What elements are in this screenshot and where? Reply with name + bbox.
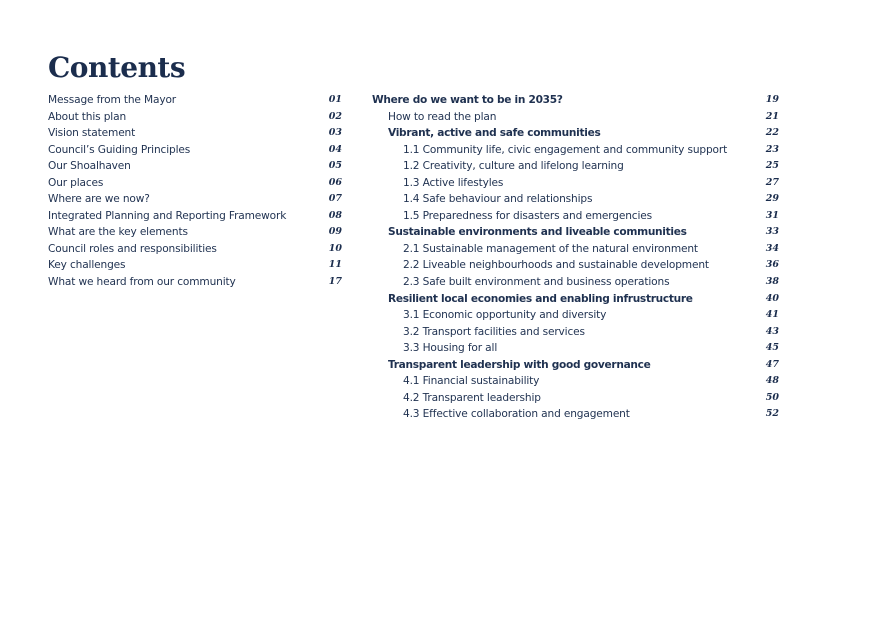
toc-entry[interactable] — [372, 257, 782, 274]
toc-entry-label: 3.2 Transport facilities and services — [403, 325, 585, 338]
toc-section-heading[interactable] — [372, 92, 782, 109]
toc-entry[interactable] — [372, 390, 782, 407]
toc-entry-page: 04 — [328, 143, 342, 155]
toc-entry-label: 4.2 Transparent leadership — [403, 391, 541, 404]
toc-entry-label: How to read the plan — [388, 110, 497, 123]
toc-entry-label: Our places — [48, 176, 104, 189]
toc-entry-page: 02 — [328, 110, 342, 122]
toc-entry-page: 52 — [765, 408, 779, 420]
contents-column-right — [372, 92, 782, 423]
toc-entry-label: 2.3 Safe built environment and business operations — [403, 276, 670, 289]
toc-entry-label: Where do we want to be in 2035? — [372, 94, 563, 106]
toc-entry-label: What we heard from our community — [48, 276, 236, 289]
toc-theme-heading[interactable] — [372, 224, 782, 241]
toc-entry-label: 1.2 Creativity, culture and lifelong learning — [403, 160, 624, 173]
toc-entry-page: 48 — [765, 375, 779, 387]
toc-entry-label: Vision statement — [48, 127, 136, 140]
toc-entry-page: 34 — [765, 242, 779, 254]
toc-entry[interactable] — [48, 274, 344, 291]
toc-entry-page: 43 — [765, 325, 779, 337]
toc-entry-page: 21 — [765, 110, 779, 122]
toc-entry-page: 38 — [765, 276, 779, 288]
toc-entry-page: 40 — [765, 292, 779, 304]
toc-entry-page: 17 — [328, 276, 342, 288]
toc-entry-page: 01 — [328, 94, 342, 105]
toc-entry[interactable] — [372, 307, 782, 324]
toc-entry[interactable] — [372, 340, 782, 357]
toc-entry-label: What are the key elements — [48, 226, 188, 239]
toc-entry-page: 33 — [765, 226, 779, 238]
toc-entry-label: Integrated Planning and Reporting Framework — [48, 209, 287, 222]
toc-entry-page: 03 — [328, 127, 342, 139]
toc-entry[interactable] — [372, 324, 782, 341]
toc-entry-page: 31 — [765, 209, 779, 221]
toc-entry-page: 07 — [328, 193, 342, 205]
toc-entry-label: Sustainable environments and liveable communities — [388, 226, 687, 239]
toc-entry-label: Key challenges — [48, 259, 126, 272]
toc-entry-label: Our Shoalhaven — [48, 160, 131, 173]
toc-entry[interactable] — [372, 191, 782, 208]
page-title: Contents — [48, 51, 186, 84]
toc-entry[interactable] — [48, 175, 344, 192]
toc-entry-page: 47 — [765, 358, 779, 370]
toc-theme-heading[interactable] — [372, 357, 782, 374]
toc-theme-heading[interactable] — [372, 291, 782, 308]
toc-entry-page: 05 — [328, 160, 342, 172]
toc-entry[interactable] — [372, 158, 782, 175]
toc-entry-page: 23 — [765, 143, 779, 155]
toc-entry[interactable] — [48, 257, 344, 274]
toc-entry-label: 4.3 Effective collaboration and engagement — [403, 408, 630, 421]
toc-entry[interactable] — [48, 125, 344, 142]
toc-entry[interactable] — [372, 373, 782, 390]
toc-entry-label: Where are we now? — [48, 193, 150, 206]
toc-entry-page: 50 — [765, 391, 779, 403]
toc-entry[interactable] — [372, 142, 782, 159]
toc-entry-label: 1.1 Community life, civic engagement and community support — [403, 143, 728, 156]
toc-entry-page: 29 — [765, 193, 779, 205]
toc-entry-label: Council roles and responsibilities — [48, 242, 217, 255]
toc-entry[interactable] — [48, 158, 344, 175]
toc-entry-label: Resilient local economies and enabling infrustructure — [388, 292, 693, 305]
toc-entry-label: 2.1 Sustainable management of the natural environment — [403, 242, 698, 255]
toc-entry-page: 45 — [765, 342, 779, 354]
toc-entry-page: 10 — [328, 242, 342, 254]
toc-entry[interactable] — [48, 191, 344, 208]
toc-entry[interactable] — [372, 274, 782, 291]
toc-entry-label: 1.4 Safe behaviour and relationships — [403, 193, 593, 206]
toc-entry[interactable] — [48, 241, 344, 258]
contents-column-left — [48, 92, 344, 291]
toc-entry-page: 36 — [765, 259, 779, 271]
toc-entry-label: 3.3 Housing for all — [403, 342, 498, 355]
toc-entry-label: Message from the Mayor — [48, 94, 177, 106]
toc-entry-page: 22 — [765, 127, 779, 139]
toc-entry-label: 3.1 Economic opportunity and diversity — [403, 309, 607, 322]
toc-entry-label: 2.2 Liveable neighbourhoods and sustainable development — [403, 259, 709, 272]
toc-entry[interactable] — [372, 241, 782, 258]
toc-entry-label: About this plan — [48, 110, 127, 123]
toc-entry-page: 11 — [328, 259, 342, 271]
toc-entry-page: 06 — [328, 176, 342, 188]
toc-entry[interactable] — [48, 92, 344, 109]
toc-entry-label: Transparent leadership with good governance — [388, 358, 651, 371]
toc-entry[interactable] — [48, 224, 344, 241]
toc-entry-label: Vibrant, active and safe communities — [388, 127, 601, 140]
toc-entry[interactable] — [372, 208, 782, 225]
toc-entry[interactable] — [48, 142, 344, 159]
toc-entry[interactable] — [48, 208, 344, 225]
toc-entry-page: 08 — [328, 209, 342, 221]
toc-entry-label: 1.5 Preparedness for disasters and emergencies — [403, 209, 653, 222]
toc-entry-label: 4.1 Financial sustainability — [403, 375, 540, 388]
toc-entry-label: 1.3 Active lifestyles — [403, 176, 504, 189]
toc-entry[interactable] — [372, 175, 782, 192]
toc-entry-label: Council’s Guiding Principles — [48, 143, 191, 156]
toc-entry[interactable] — [372, 109, 782, 126]
toc-entry-page: 25 — [765, 160, 779, 172]
toc-theme-heading[interactable] — [372, 125, 782, 142]
toc-entry[interactable] — [372, 406, 782, 423]
toc-entry-page: 27 — [765, 176, 779, 188]
toc-entry[interactable] — [48, 109, 344, 126]
toc-entry-page: 19 — [765, 94, 779, 105]
toc-entry-page: 41 — [765, 309, 779, 321]
toc-entry-page: 09 — [328, 226, 342, 238]
